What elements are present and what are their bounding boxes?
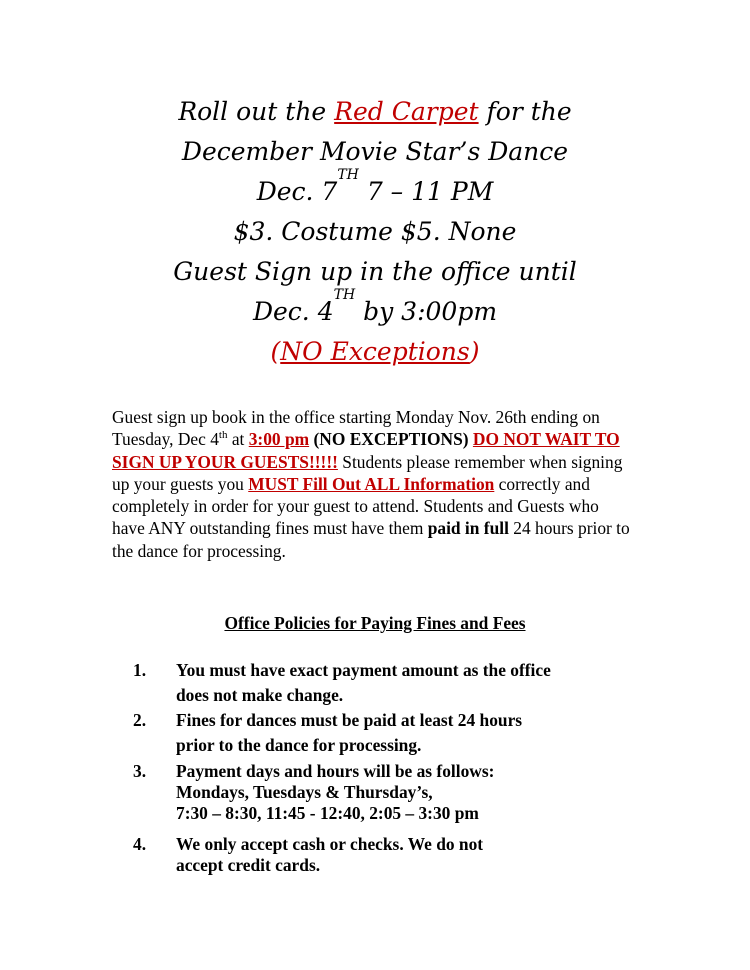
deadline-time: 3:00 pm: [248, 429, 310, 450]
policy-number: 1.: [133, 660, 147, 680]
heading-line-3: Dec. 7TH 7 – 11 PM: [256, 167, 494, 206]
heading-line-4: $3. Costume $5. None: [233, 217, 517, 246]
do-not-wait-warning: DO NOT WAIT TO SIGN UP YOUR GUESTS!!!!!: [112, 429, 620, 472]
policy-number: 4.: [133, 834, 147, 854]
must-fill-out-warning: MUST Fill Out ALL Information: [248, 473, 495, 494]
heading-line-1: Roll out the Red Carpet for the: [178, 97, 572, 126]
heading-line-5: Guest Sign up in the office until: [173, 257, 577, 286]
no-exceptions-text: NO Exceptions: [280, 337, 470, 366]
policy-item: 1. You must have exact payment amount as the office does not make change.: [133, 660, 551, 705]
heading-line-2: December Movie Star’s Dance: [181, 137, 569, 166]
policy-number: 2.: [133, 710, 147, 730]
policy-item: 2. Fines for dances must be paid at least 24 hours prior to the dance for processing.: [133, 710, 523, 755]
policy-item: 4. We only accept cash or checks. We do not accept credit cards.: [133, 834, 484, 875]
paid-in-full-text: paid in full: [427, 518, 509, 539]
heading-line-6: Dec. 4TH by 3:00pm: [252, 287, 498, 326]
guest-signup-paragraph: Guest sign up book in the office starting Monday Nov. 26th ending on Tuesday, Dec 4th at 3:00 pm (NO EXCEPTIONS) DO NOT WAIT TO SIGN UP YOUR GUESTS!!!!! Students please remember when signing up your guests you MUST Fill Out ALL Information correctly and completely in order for your guest to attend. Students and Guests who have ANY outstanding fines must have them paid in full 24 hours prior to the dance for processing.: [112, 407, 630, 561]
policy-item: 3. Payment days and hours will be as follows: Mondays, Tuesdays & Thursday’s, 7:30 – 8:30, 11:45 - 12:40, 2:05 – 3:30 pm: [133, 761, 495, 823]
policy-number: 3.: [133, 761, 147, 781]
event-heading: [0, 92, 750, 372]
heading-line-7: (NO Exceptions): [270, 337, 480, 366]
policies-title: Office Policies for Paying Fines and Fees: [224, 613, 526, 633]
red-carpet-text: Red Carpet: [334, 97, 479, 126]
policy-list: [0, 658, 750, 876]
